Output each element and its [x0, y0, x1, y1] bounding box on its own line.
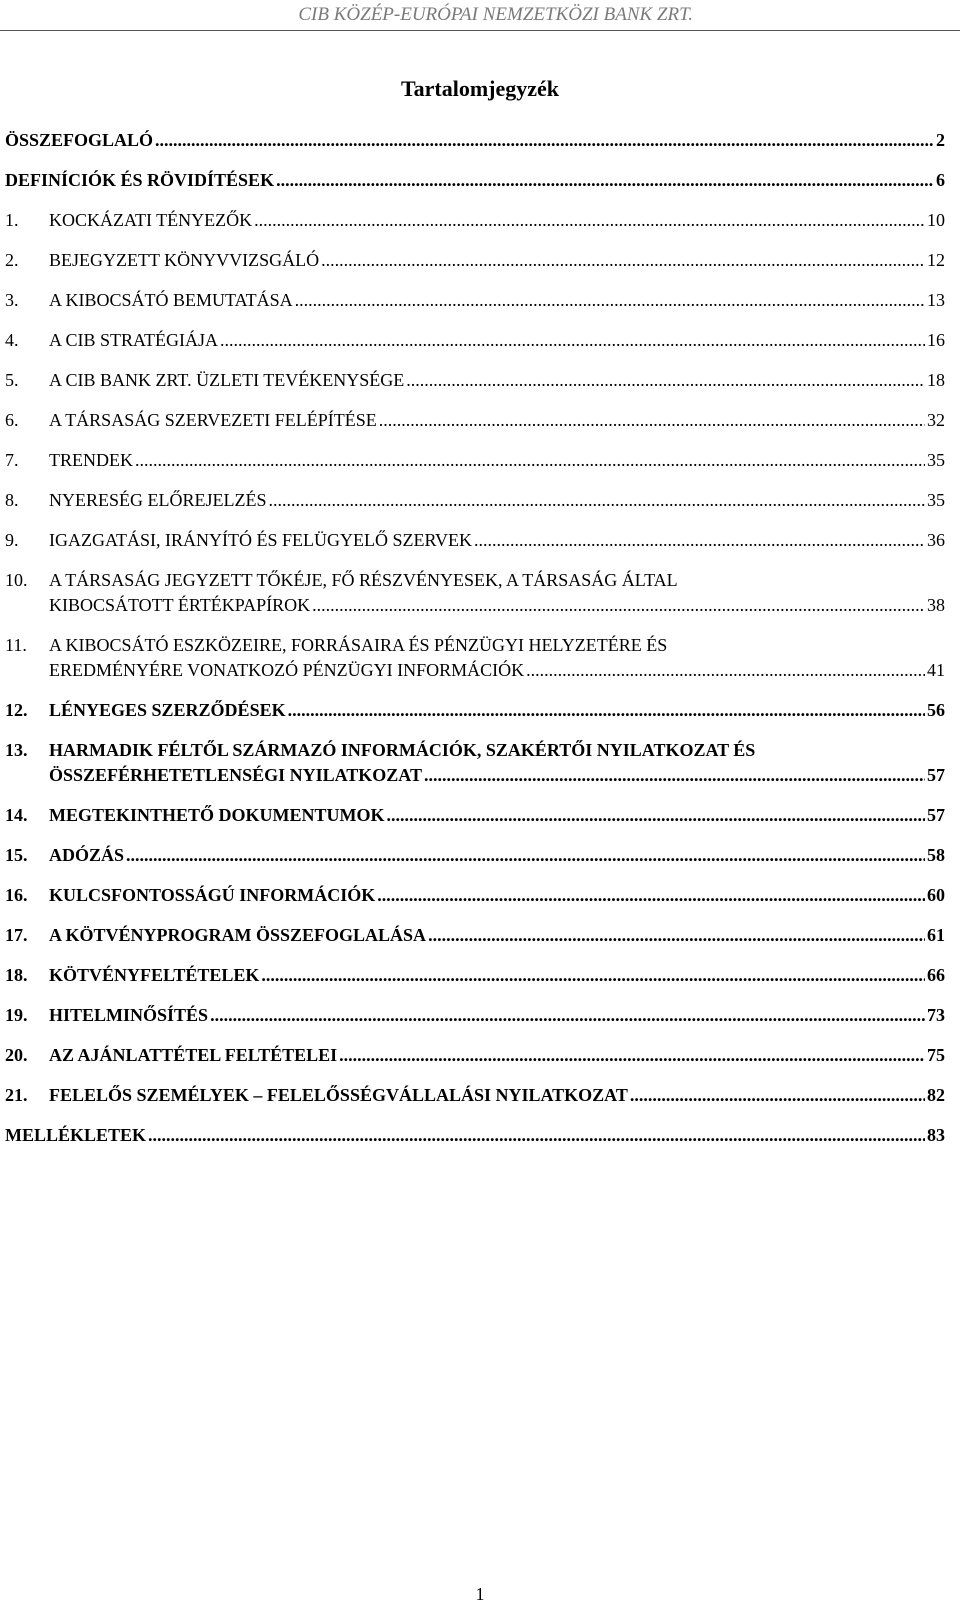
toc-entry-line: [49, 658, 945, 683]
toc-entry[interactable]: [5, 1003, 945, 1028]
toc-entry-number: 20.: [5, 1045, 28, 1065]
toc-entry-number: 19.: [5, 1005, 28, 1025]
toc-entry[interactable]: [5, 168, 945, 193]
toc-page-number: 60: [927, 885, 945, 905]
toc-entry[interactable]: [5, 448, 945, 473]
toc-entry-body: [49, 1003, 945, 1028]
toc-entry-line: [49, 1003, 945, 1028]
toc-page-number: 13: [927, 290, 945, 310]
toc-entry-line: [49, 803, 945, 828]
toc-entry-title: MELLÉKLETEK: [5, 1125, 147, 1145]
toc-entry-title: A TÁRSASÁG SZERVEZETI FELÉPÍTÉSE: [49, 410, 377, 430]
toc-entry-line: [49, 1043, 945, 1068]
toc-entry-title: ÖSSZEFOGLALÓ: [5, 130, 154, 150]
toc-entry[interactable]: [5, 1083, 945, 1108]
toc-page-number: 75: [927, 1045, 945, 1065]
toc-page-number: 83: [927, 1125, 945, 1145]
toc-entry-line: [49, 843, 945, 868]
toc-entry-body: [5, 1123, 945, 1148]
toc-entry-body: [49, 883, 945, 908]
toc-entry[interactable]: [5, 528, 945, 553]
toc-entry-body: [49, 408, 945, 433]
toc-entry[interactable]: [5, 248, 945, 273]
toc-entry-line: [5, 168, 945, 193]
toc-entry-title: KÖTVÉNYFELTÉTELEK: [49, 965, 260, 985]
toc-entry-title: AZ AJÁNLATTÉTEL FELTÉTELEI: [49, 1045, 338, 1065]
toc-page-number: 2: [936, 130, 945, 150]
toc-entry-title: ÖSSZEFÉRHETETLENSÉGI NYILATKOZAT: [49, 765, 422, 785]
toc-entry-number: 2.: [5, 250, 19, 270]
toc-dot-leader: [312, 593, 925, 618]
toc-dot-leader: [377, 883, 925, 908]
toc-entry-title: DEFINÍCIÓK ÉS RÖVIDÍTÉSEK: [5, 170, 275, 190]
toc-entry-body: [49, 843, 945, 868]
toc-page-number: 38: [927, 595, 945, 615]
toc-entry-body: [49, 488, 945, 513]
toc-entry[interactable]: [5, 803, 945, 828]
running-header: [0, 0, 960, 31]
toc-dot-leader: [220, 328, 925, 353]
toc-page-number: 73: [927, 1005, 945, 1025]
toc-entry-number: 3.: [5, 290, 19, 310]
toc-dot-leader: [276, 168, 934, 193]
toc-page-number: 56: [927, 700, 945, 720]
toc-dot-leader: [630, 1083, 925, 1108]
toc-page-number: 35: [927, 450, 945, 470]
toc-page-number: 36: [927, 530, 945, 550]
toc-entry-body: [49, 568, 945, 618]
toc-entry-title: TRENDEK: [49, 450, 133, 470]
toc-page-number: 10: [927, 210, 945, 230]
toc-entry-line: [49, 963, 945, 988]
toc-entry-number: 15.: [5, 845, 28, 865]
page-title: Tartalomjegyzék: [400, 76, 560, 101]
toc-entry-line: [49, 923, 945, 948]
toc-entry-title: MEGTEKINTHETŐ DOKUMENTUMOK: [49, 805, 385, 825]
toc-page-number: 66: [927, 965, 945, 985]
toc-entry-line: [49, 328, 945, 353]
toc-entry[interactable]: [5, 368, 945, 393]
toc-dot-leader: [210, 1003, 925, 1028]
toc-entry-title: ADÓZÁS: [49, 845, 125, 865]
toc-entry-line: [5, 128, 945, 153]
toc-entry-title: KIBOCSÁTOTT ÉRTÉKPAPÍROK: [49, 595, 311, 615]
toc-entry[interactable]: [5, 843, 945, 868]
toc-entry[interactable]: [5, 208, 945, 233]
toc-dot-leader: [148, 1123, 925, 1148]
toc-entry-line: [49, 248, 945, 273]
toc-entry-number: 13.: [5, 740, 28, 760]
toc-entry-line: [5, 1123, 945, 1148]
toc-dot-leader: [155, 128, 934, 153]
toc-entry[interactable]: [5, 883, 945, 908]
toc-entry-number: 16.: [5, 885, 28, 905]
toc-page-number: 61: [927, 925, 945, 945]
toc-entry-number: 1.: [5, 210, 19, 230]
toc-entry-title: A CIB STRATÉGIÁJA: [49, 330, 219, 350]
toc-entry[interactable]: [5, 738, 945, 788]
toc-entry-title: A KÖTVÉNYPROGRAM ÖSSZEFOGLALÁSA: [49, 925, 427, 945]
toc-dot-leader: [261, 963, 925, 988]
toc-entry-line: [49, 568, 945, 593]
toc-page-number: 57: [927, 805, 945, 825]
toc-page-number: 58: [927, 845, 945, 865]
toc-entry-title: FELELŐS SZEMÉLYEK – FELELŐSSÉGVÁLLALÁSI NYILATKOZAT: [49, 1085, 628, 1105]
toc-entry-number: 9.: [5, 530, 19, 550]
toc-entry-body: [49, 803, 945, 828]
toc-entry-body: [49, 528, 945, 553]
toc-entry-line: [49, 593, 945, 618]
toc-entry-body: [49, 368, 945, 393]
toc-dot-leader: [135, 448, 925, 473]
toc-entry-line: [49, 528, 945, 553]
toc-dot-leader: [424, 763, 925, 788]
toc-entry-body: [49, 923, 945, 948]
toc-entry[interactable]: [5, 923, 945, 948]
toc-page-number: 82: [927, 1085, 945, 1105]
toc-entry[interactable]: [5, 698, 945, 723]
toc-page-number: 12: [927, 250, 945, 270]
toc-page-number: 16: [927, 330, 945, 350]
toc-dot-leader: [321, 248, 925, 273]
toc-page-number: 35: [927, 490, 945, 510]
toc-entry-title: BEJEGYZETT KÖNYVVIZSGÁLÓ: [49, 250, 320, 270]
toc-entry-number: 18.: [5, 965, 28, 985]
header-title: CIB KÖZÉP-EURÓPAI NEMZETKÖZI BANK ZRT.: [298, 4, 693, 25]
toc-entry-title: KULCSFONTOSSÁGÚ INFORMÁCIÓK: [49, 885, 376, 905]
toc-dot-leader: [339, 1043, 925, 1068]
toc-entry[interactable]: [5, 633, 945, 683]
toc-entry[interactable]: [5, 488, 945, 513]
toc-entry-number: 21.: [5, 1085, 28, 1105]
toc-dot-leader: [288, 698, 925, 723]
toc-entry-line: [49, 698, 945, 723]
toc-entry-number: 14.: [5, 805, 28, 825]
toc-entry-body: [49, 328, 945, 353]
toc-entry-body: [49, 448, 945, 473]
page-number: 1: [475, 1584, 485, 1604]
toc-entry[interactable]: [5, 408, 945, 433]
toc-entry-line: [49, 208, 945, 233]
toc-entry-line: [49, 408, 945, 433]
toc-entry-line: [49, 448, 945, 473]
toc-entry-body: [49, 1043, 945, 1068]
toc-dot-leader: [126, 843, 925, 868]
toc-entry-title: A TÁRSASÁG JEGYZETT TŐKÉJE, FŐ RÉSZVÉNYESEK, A TÁRSASÁG ÁLTAL: [49, 570, 678, 590]
toc-entry-number: 6.: [5, 410, 19, 430]
toc-entry[interactable]: [5, 128, 945, 153]
toc-entry-title: A CIB BANK ZRT. ÜZLETI TEVÉKENYSÉGE: [49, 370, 405, 390]
toc-entry-line: [49, 488, 945, 513]
toc-page-number: 57: [927, 765, 945, 785]
toc-entry-line: [49, 1083, 945, 1108]
toc-dot-leader: [295, 288, 925, 313]
toc-entry[interactable]: [5, 288, 945, 313]
toc-entry-title: HITELMINŐSÍTÉS: [49, 1005, 209, 1025]
toc-entry-number: 8.: [5, 490, 19, 510]
toc-entry[interactable]: [5, 1043, 945, 1068]
toc-entry-number: 4.: [5, 330, 19, 350]
toc-dot-leader: [406, 368, 925, 393]
toc-page-number: 32: [927, 410, 945, 430]
toc-dot-leader: [428, 923, 925, 948]
toc-entry-title: KOCKÁZATI TÉNYEZŐK: [49, 210, 253, 230]
toc-entry-line: [49, 288, 945, 313]
toc-entry-line: [49, 763, 945, 788]
toc-entry-number: 11.: [5, 635, 27, 655]
toc-page-number: 6: [936, 170, 945, 190]
toc-dot-leader: [379, 408, 925, 433]
toc-entry-body: [49, 633, 945, 683]
toc-entry-line: [49, 738, 945, 763]
toc-entry-body: [49, 963, 945, 988]
toc-entry-title: A KIBOCSÁTÓ ESZKÖZEIRE, FORRÁSAIRA ÉS PÉNZÜGYI HELYZETÉRE ÉS: [49, 635, 668, 655]
toc-entry-title: NYERESÉG ELŐREJELZÉS: [49, 490, 267, 510]
toc-entry-body: [49, 738, 945, 788]
toc-entry-line: [49, 368, 945, 393]
toc-dot-leader: [387, 803, 925, 828]
toc-entry-body: [5, 128, 945, 153]
toc-entry-title: A KIBOCSÁTÓ BEMUTATÁSA: [49, 290, 293, 310]
toc-dot-leader: [474, 528, 925, 553]
toc-entry[interactable]: [5, 963, 945, 988]
toc-entry[interactable]: [5, 1123, 945, 1148]
toc-entry-body: [49, 1083, 945, 1108]
toc-entry-title: LÉNYEGES SZERZŐDÉSEK: [49, 700, 286, 720]
toc-entry-number: 12.: [5, 700, 28, 720]
toc-entry-body: [49, 288, 945, 313]
toc-entry-number: 10.: [5, 570, 28, 590]
toc-entry[interactable]: [5, 328, 945, 353]
toc-entry-line: [49, 633, 945, 658]
toc-entry-body: [49, 248, 945, 273]
toc-entry[interactable]: [5, 568, 945, 618]
toc-page-number: 41: [927, 660, 945, 680]
toc-entry-title: IGAZGATÁSI, IRÁNYÍTÓ ÉS FELÜGYELŐ SZERVEK: [49, 530, 473, 550]
toc-entry-body: [49, 698, 945, 723]
toc-entry-title: HARMADIK FÉLTŐL SZÁRMAZÓ INFORMÁCIÓK, SZAKÉRTŐI NYILATKOZAT ÉS: [49, 740, 756, 760]
toc-dot-leader: [526, 658, 925, 683]
toc-entry-number: 7.: [5, 450, 19, 470]
toc-dot-leader: [254, 208, 925, 233]
toc-page-number: 18: [927, 370, 945, 390]
toc-dot-leader: [269, 488, 926, 513]
toc-entry-line: [49, 883, 945, 908]
toc-entry-title: EREDMÉNYÉRE VONATKOZÓ PÉNZÜGYI INFORMÁCIÓK: [49, 660, 525, 680]
toc-entry-number: 5.: [5, 370, 19, 390]
toc-entry-body: [49, 208, 945, 233]
toc-entry-number: 17.: [5, 925, 28, 945]
toc-entry-body: [5, 168, 945, 193]
